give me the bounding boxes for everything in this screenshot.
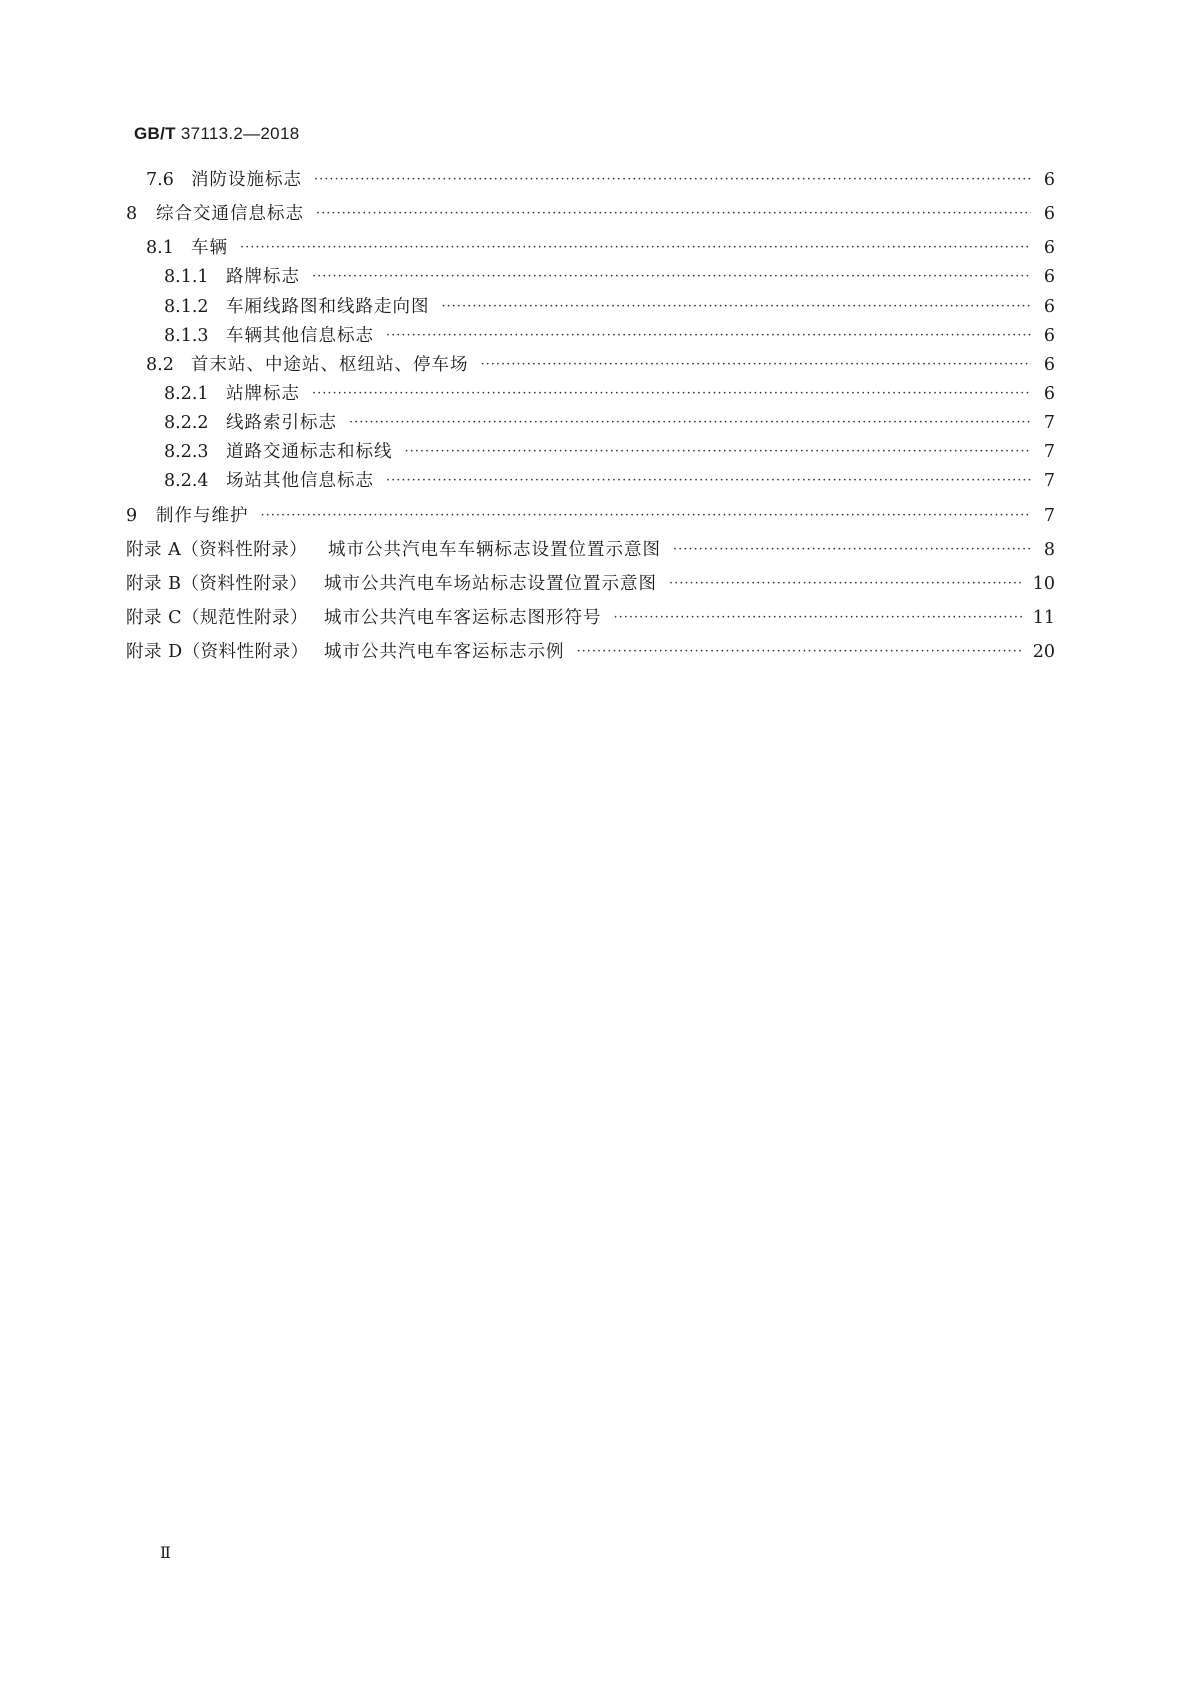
toc-entry-title: 首末站、中途站、枢纽站、停车场	[191, 355, 469, 375]
toc-entry-title: 城市公共汽电车车辆标志设置位置示意图	[328, 540, 661, 560]
toc-entry-number: 8.1.1	[164, 267, 209, 287]
toc-entry-number: 8.1.3	[164, 326, 209, 346]
toc-entry-page: 6	[1043, 355, 1055, 375]
toc-entry-appendix-a[interactable]	[126, 537, 1055, 563]
toc-entry-page: 6	[1043, 204, 1055, 224]
toc-leader-dots	[386, 323, 1031, 349]
toc-entry-number: 附录 B（资料性附录）	[126, 574, 308, 594]
toc-entry-number: 8.2	[146, 355, 174, 375]
toc-leader-dots	[349, 410, 1031, 436]
toc-entry-number: 附录 C（规范性附录）	[126, 608, 308, 628]
toc-entry-title: 综合交通信息标志	[156, 204, 304, 224]
toc-entry-page: 11	[1032, 608, 1055, 628]
toc-leader-dots	[405, 439, 1032, 465]
toc-leader-dots	[577, 639, 1023, 665]
toc-leader-dots	[312, 381, 1031, 407]
toc-entry-title: 城市公共汽电车客运标志图形符号	[324, 608, 602, 628]
toc-entry-appendix-d[interactable]	[126, 639, 1055, 665]
toc-entry-8-2-3[interactable]	[164, 439, 1055, 465]
toc-leader-dots	[314, 167, 1031, 193]
toc-entry-title: 城市公共汽电车客运标志示例	[324, 642, 565, 662]
toc-entry-8-1-1[interactable]	[164, 264, 1055, 290]
toc-leader-dots	[669, 571, 1023, 597]
toc-entry-8-2[interactable]	[146, 352, 1055, 378]
toc-entry-8-2-2[interactable]	[164, 410, 1055, 436]
toc-entry-page: 7	[1043, 471, 1055, 491]
toc-entry-8-2-1[interactable]	[164, 381, 1055, 407]
toc-leader-dots	[442, 294, 1032, 320]
toc-entry-title: 路牌标志	[226, 267, 300, 287]
toc-entry-page: 7	[1043, 506, 1055, 526]
toc-entry-8-1-2[interactable]	[164, 294, 1055, 320]
toc-entry-title: 场站其他信息标志	[226, 471, 374, 491]
page-number: Ⅱ	[160, 1543, 171, 1562]
toc-entry-number: 8.1.2	[164, 297, 209, 317]
toc-entry-number: 8.1	[146, 238, 174, 258]
toc-entry-title: 站牌标志	[226, 384, 300, 404]
toc-leader-dots	[673, 537, 1031, 563]
toc-entry-number: 8.2.3	[164, 442, 209, 462]
toc-entry-appendix-c[interactable]	[126, 605, 1055, 631]
toc-leader-dots	[386, 468, 1031, 494]
toc-entry-number: 附录 D（资料性附录）	[126, 642, 309, 662]
toc-entry-page: 6	[1043, 297, 1055, 317]
toc-entry-7-6[interactable]	[146, 167, 1055, 193]
toc-leader-dots	[261, 503, 1032, 529]
toc-entry-page: 7	[1043, 442, 1055, 462]
toc-entry-title: 消防设施标志	[191, 170, 302, 190]
toc-entry-number: 8.2.4	[164, 471, 209, 491]
toc-entry-title: 城市公共汽电车场站标志设置位置示意图	[324, 574, 657, 594]
toc-entry-number: 附录 A（资料性附录）	[126, 540, 308, 560]
toc-leader-dots	[240, 235, 1031, 261]
standard-code: GB/T	[134, 124, 176, 143]
toc-entry-page: 7	[1043, 413, 1055, 433]
toc-entry-8-2-4[interactable]	[164, 468, 1055, 494]
toc-entry-title: 车辆其他信息标志	[226, 326, 374, 346]
toc-entry-page: 6	[1043, 170, 1055, 190]
toc-entry-page: 10	[1032, 574, 1055, 594]
toc-entry-number: 7.6	[146, 170, 174, 190]
toc-entry-8[interactable]	[126, 201, 1055, 227]
toc-entry-number: 8.2.1	[164, 384, 209, 404]
toc-entry-title: 制作与维护	[156, 506, 249, 526]
toc-leader-dots	[614, 605, 1023, 631]
toc-entry-appendix-b[interactable]	[126, 571, 1055, 597]
standard-number: 37113.2—2018	[180, 124, 300, 143]
toc-entry-number: 9	[126, 506, 138, 526]
toc-entry-title: 线路索引标志	[226, 413, 337, 433]
toc-entry-title: 道路交通标志和标线	[226, 442, 393, 462]
toc-entry-title: 车辆	[191, 238, 228, 258]
toc-entry-page: 8	[1043, 540, 1055, 560]
toc-entry-9[interactable]	[126, 503, 1055, 529]
toc-entry-number: 8	[126, 204, 138, 224]
toc-entry-title: 车厢线路图和线路走向图	[226, 297, 430, 317]
toc-entry-8-1-3[interactable]	[164, 323, 1055, 349]
toc-leader-dots	[316, 201, 1031, 227]
toc-entry-number: 8.2.2	[164, 413, 209, 433]
toc-entry-page: 6	[1043, 326, 1055, 346]
toc-entry-page: 20	[1032, 642, 1055, 662]
toc-leader-dots	[481, 352, 1032, 378]
toc-entry-8-1[interactable]	[146, 235, 1055, 261]
toc-entry-page: 6	[1043, 238, 1055, 258]
toc-leader-dots	[312, 264, 1031, 290]
toc-entry-page: 6	[1043, 384, 1055, 404]
toc-entry-page: 6	[1043, 267, 1055, 287]
